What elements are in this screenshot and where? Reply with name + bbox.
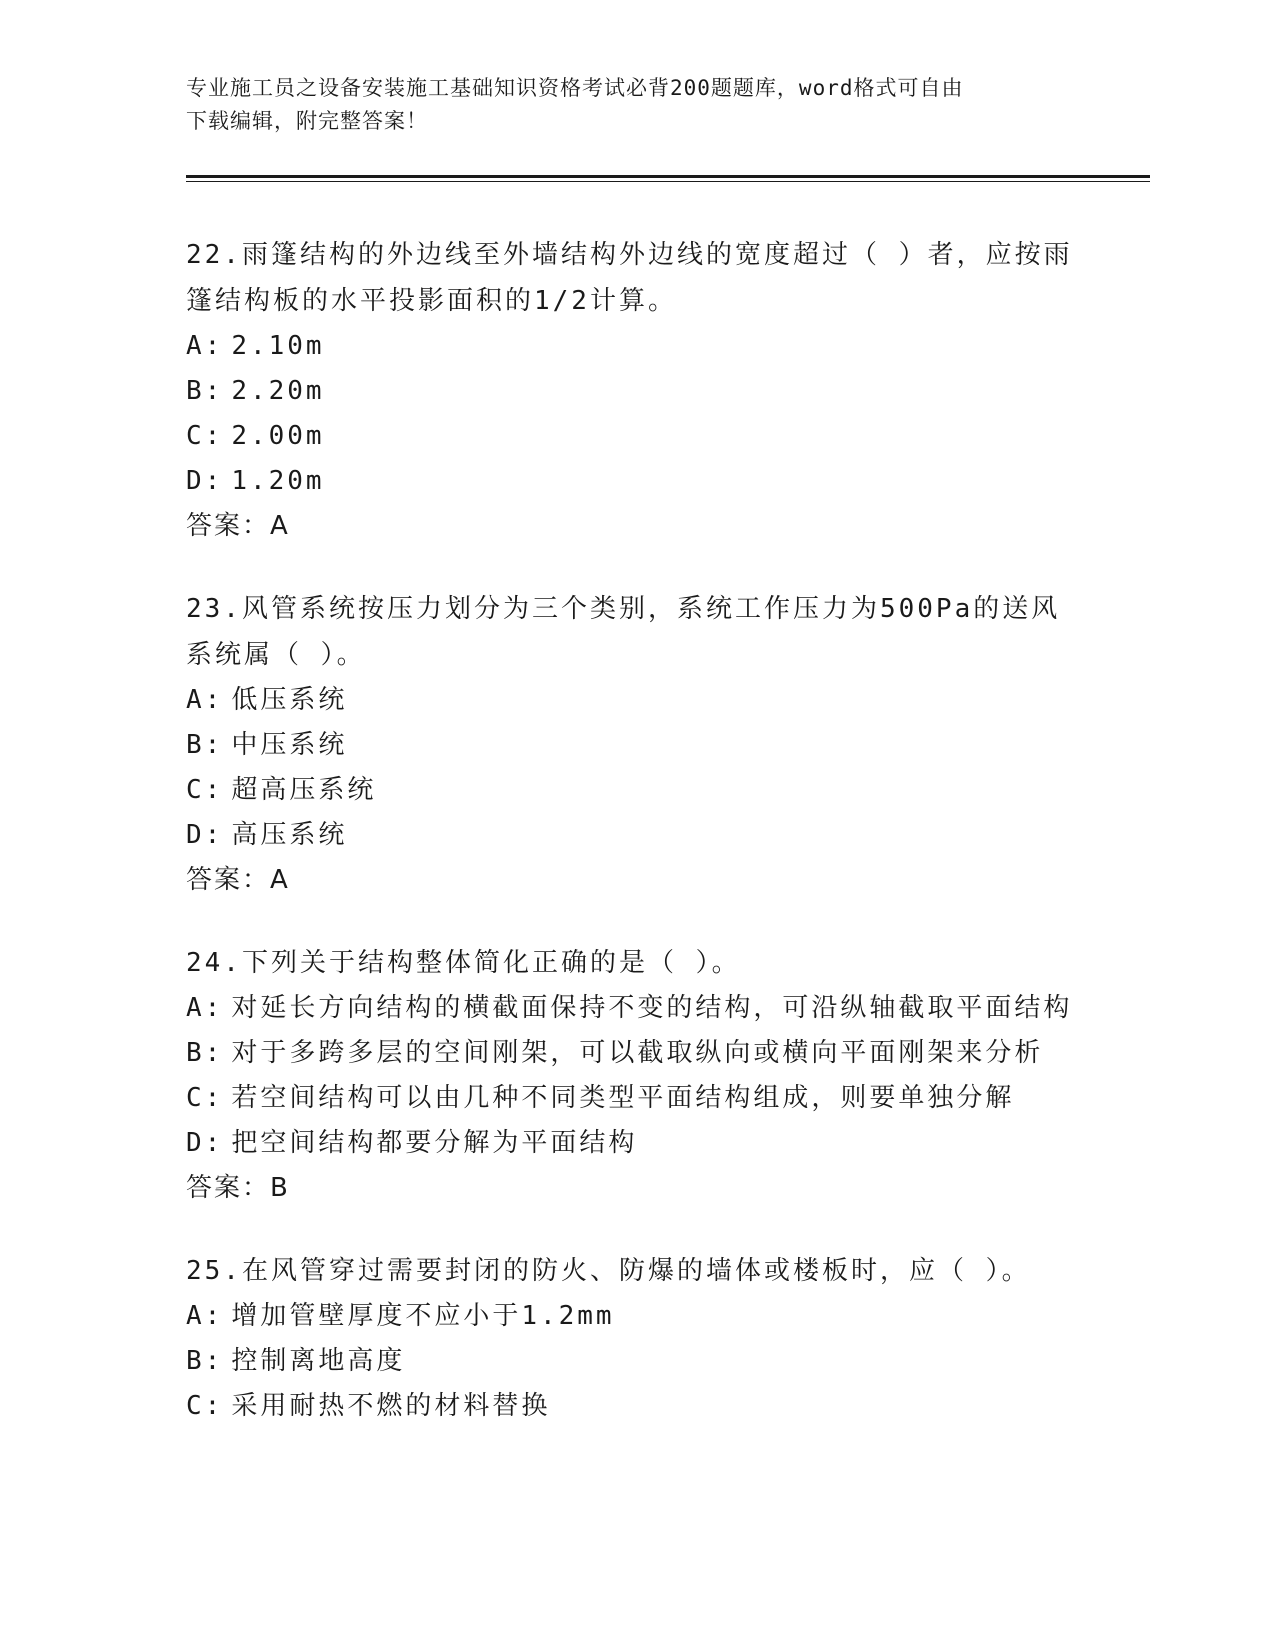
answer-label: 答案： (186, 865, 271, 895)
answer-value: A (270, 511, 290, 541)
question-text: 下列关于结构整体简化正确的是（ ）。 (241, 948, 741, 978)
question-text: 在风管穿过需要封闭的防火、防爆的墙体或楼板时，应（ ）。 (241, 1256, 1031, 1286)
option-a (186, 678, 1086, 723)
option-text: 高压系统 (231, 820, 348, 850)
option-letter: C: (186, 1391, 224, 1421)
question-text: 风管系统按压力划分为三个类别，系统工作压力为500Pa的送风系统属（ ）。 (186, 594, 1061, 670)
option-text: 增加管壁厚度不应小于1.2mm (231, 1301, 615, 1331)
question-23 (186, 586, 1086, 903)
question-number: 23. (186, 594, 242, 624)
header-line-2: 下载编辑，附完整答案！ (186, 109, 428, 133)
option-c (186, 414, 1086, 459)
question-22 (186, 232, 1086, 549)
question-number: 25. (186, 1256, 242, 1286)
option-text: 低压系统 (231, 685, 348, 715)
question-25 (186, 1248, 1086, 1429)
option-d (186, 459, 1086, 504)
option-text: 2.00m (231, 421, 325, 451)
option-text: 对于多跨多层的空间刚架，可以截取纵向或横向平面刚架来分析 (231, 1038, 1044, 1068)
option-letter: B: (186, 1346, 224, 1376)
answer-line (186, 504, 1086, 549)
answer-line (186, 858, 1086, 903)
option-text: 1.20m (231, 466, 325, 496)
header-divider-thick (186, 175, 1150, 178)
option-letter: A: (186, 685, 224, 715)
option-a (186, 986, 1086, 1031)
option-letter: A: (186, 331, 224, 361)
option-letter: D: (186, 820, 224, 850)
answer-line (186, 1166, 1086, 1211)
option-text: 控制离地高度 (231, 1346, 406, 1376)
option-b (186, 1031, 1086, 1076)
option-text: 对延长方向结构的横截面保持不变的结构，可沿纵轴截取平面结构 (231, 993, 1073, 1023)
answer-label: 答案： (186, 511, 271, 541)
option-b (186, 369, 1086, 414)
option-letter: C: (186, 1083, 224, 1113)
answer-value: A (270, 865, 290, 895)
option-letter: C: (186, 775, 224, 805)
question-stem (186, 232, 1086, 324)
question-stem (186, 1248, 1086, 1294)
question-24 (186, 940, 1086, 1211)
option-text: 中压系统 (231, 730, 348, 760)
option-text: 超高压系统 (231, 775, 377, 805)
option-c (186, 1384, 1086, 1429)
question-number: 24. (186, 948, 242, 978)
option-a (186, 1294, 1086, 1339)
option-d (186, 813, 1086, 858)
option-letter: D: (186, 466, 224, 496)
option-letter: A: (186, 993, 224, 1023)
option-text: 若空间结构可以由几种不同类型平面结构组成，则要单独分解 (231, 1083, 1015, 1113)
option-c (186, 1076, 1086, 1121)
header-line-1: 专业施工员之设备安装施工基础知识资格考试必背200题题库，word格式可自由 (186, 76, 964, 100)
option-letter: B: (186, 376, 224, 406)
option-letter: B: (186, 730, 224, 760)
option-letter: C: (186, 421, 224, 451)
option-letter: B: (186, 1038, 224, 1068)
option-text: 采用耐热不燃的材料替换 (231, 1391, 551, 1421)
option-text: 2.20m (231, 376, 325, 406)
question-stem (186, 940, 1086, 986)
option-text: 2.10m (231, 331, 325, 361)
option-text: 把空间结构都要分解为平面结构 (231, 1128, 638, 1158)
option-b (186, 1339, 1086, 1384)
option-b (186, 723, 1086, 768)
question-stem (186, 586, 1086, 678)
question-number: 22. (186, 240, 242, 270)
option-a (186, 324, 1086, 369)
answer-value: B (270, 1173, 290, 1203)
document-header (186, 72, 1086, 138)
option-d (186, 1121, 1086, 1166)
answer-label: 答案： (186, 1173, 271, 1203)
header-divider-thin (186, 181, 1150, 182)
question-text: 雨篷结构的外边线至外墙结构外边线的宽度超过（ ）者，应按雨篷结构板的水平投影面积的1/2计算。 (186, 240, 1073, 316)
option-letter: D: (186, 1128, 224, 1158)
option-c (186, 768, 1086, 813)
option-letter: A: (186, 1301, 224, 1331)
question-list (186, 232, 1086, 1466)
